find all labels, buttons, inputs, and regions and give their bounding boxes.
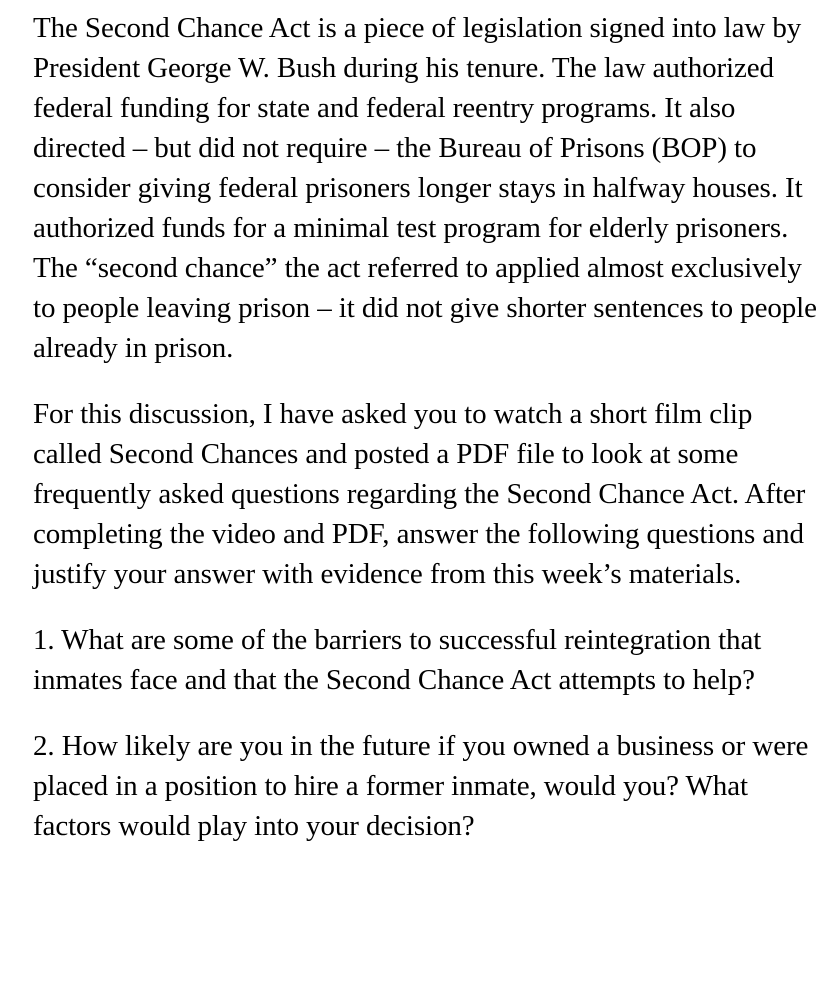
- question-2: 2. How likely are you in the future if you owned a business or were placed in a position to hire a former inmate, would you? What factors would play into your decision?: [33, 730, 809, 842]
- question-1: 1. What are some of the barriers to successful reintegration that inmates face and that the Second Chance Act attempts to help?: [33, 624, 762, 696]
- paragraph-instructions: For this discussion, I have asked you to watch a short film clip called Second Chances and posted a PDF file to look at some frequently asked questions regarding the Second Chance Act. After completing the video and PDF, answer the following questions and justify your answer with evidence from this week’s materials.: [33, 398, 806, 590]
- paragraph-intro: The Second Chance Act is a piece of legislation signed into law by President George W. Bush during his tenure. The law authorized federal funding for state and federal reentry programs. It also directed – but did not require – the Bureau of Prisons (BOP) to consider giving federal prisoners longer stays in halfway houses. It authorized funds for a minimal test program for elderly prisoners. The “second chance” the act referred to applied almost exclusively to people leaving prison – it did not give shorter sentences to people already in prison.: [33, 12, 817, 364]
- document-body: [33, 8, 818, 872]
